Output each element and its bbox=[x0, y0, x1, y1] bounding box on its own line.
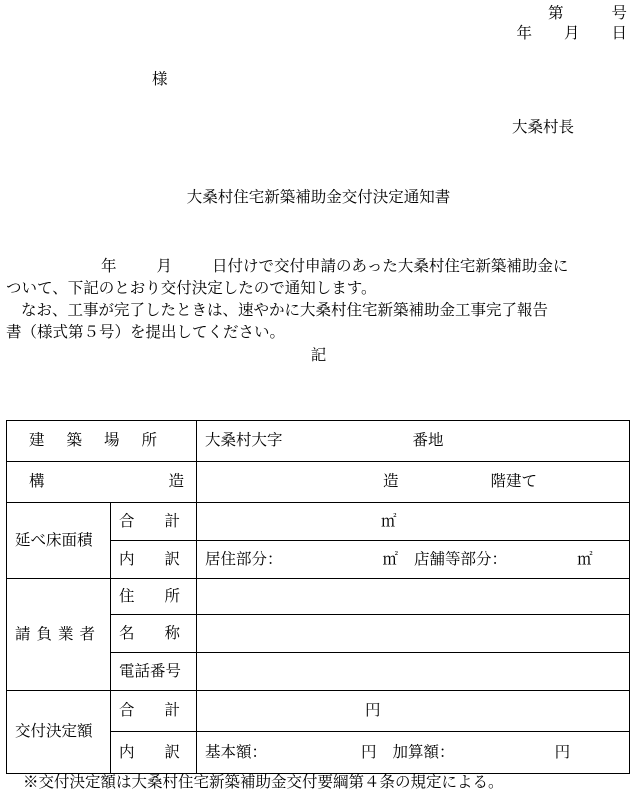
structure-label: 構造 bbox=[29, 472, 309, 491]
floor-breakdown-label-cell bbox=[111, 541, 211, 579]
contractor-name-value[interactable] bbox=[197, 615, 630, 653]
number-prefix: 第 bbox=[547, 4, 564, 22]
site-lot: 番地 bbox=[412, 431, 444, 450]
document-number bbox=[548, 6, 627, 22]
contractor-phone-value[interactable] bbox=[197, 653, 630, 691]
store-label: 店舗等部分： bbox=[414, 549, 508, 568]
store-unit: ㎡ bbox=[577, 549, 593, 568]
footnote: ※交付決定額は大桑村住宅新築補助金交付要綱第４条の規定による。 bbox=[23, 773, 504, 791]
row-contractor-address bbox=[7, 579, 630, 615]
floor-breakdown-label: 内訳 bbox=[119, 549, 211, 568]
ki-heading: 記 bbox=[310, 346, 327, 364]
contractor-name-label: 名称 bbox=[119, 623, 211, 642]
p1-line2: ついて、下記のとおり交付決定したので通知します。 bbox=[6, 279, 377, 297]
date-year: 年 bbox=[516, 24, 532, 42]
addressee-suffix: 様 bbox=[152, 70, 168, 88]
paragraph-notice bbox=[6, 255, 636, 299]
grant-details-table bbox=[6, 420, 630, 774]
floor-area-label-cell bbox=[7, 503, 111, 579]
additional-yen: 円 bbox=[554, 742, 571, 761]
row-site bbox=[7, 421, 630, 462]
structure-label-cell bbox=[7, 462, 309, 503]
contractor-label-cell bbox=[7, 579, 111, 691]
document-title: 大桑村住宅新築補助金交付決定通知書 bbox=[186, 188, 451, 206]
row-grant-total bbox=[7, 691, 630, 732]
grant-breakdown-value-cell bbox=[197, 732, 630, 774]
number-suffix: 号 bbox=[611, 4, 627, 22]
p1-month: 月 bbox=[156, 257, 173, 275]
grant-label-cell bbox=[7, 691, 111, 774]
grant-total-value-cell bbox=[197, 691, 630, 732]
p2-line1: なお、工事が完了したときは、速やかに大桑村住宅新築補助金工事完了報告 bbox=[21, 301, 549, 319]
date-day: 日 bbox=[611, 24, 627, 42]
grant-breakdown-label-cell bbox=[111, 732, 211, 774]
residence-unit: ㎡ bbox=[382, 549, 399, 568]
floor-total-label-cell bbox=[111, 503, 211, 541]
site-value-cell bbox=[197, 421, 630, 462]
structure-value-cell bbox=[197, 462, 630, 503]
sender: 大桑村長 bbox=[512, 118, 575, 136]
grant-label: 交付決定額 bbox=[15, 722, 93, 741]
base-yen: 円 bbox=[361, 742, 377, 761]
site-village: 大桑村大字 bbox=[205, 431, 283, 450]
row-structure bbox=[7, 462, 630, 503]
document-date bbox=[516, 26, 627, 42]
floor-area-label: 延べ床面積 bbox=[15, 530, 93, 549]
structure-floors: 階建て bbox=[490, 472, 538, 491]
contractor-label: 請負業者 bbox=[15, 624, 102, 643]
structure-unit: 造 bbox=[383, 472, 399, 491]
date-month: 月 bbox=[563, 24, 580, 42]
floor-total-label: 合計 bbox=[119, 511, 211, 530]
row-floor-total bbox=[7, 503, 630, 541]
contractor-phone-label-cell bbox=[111, 653, 197, 691]
additional-label: 加算額： bbox=[392, 742, 455, 761]
contractor-phone-label: 電話番号 bbox=[119, 661, 182, 680]
grant-total-label-cell bbox=[111, 691, 211, 732]
contractor-address-label-cell bbox=[111, 579, 211, 615]
p1-year: 年 bbox=[101, 257, 117, 275]
floor-total-value-cell bbox=[197, 503, 630, 541]
grant-total-yen: 円 bbox=[365, 701, 381, 720]
contractor-name-label-cell bbox=[111, 615, 211, 653]
floor-total-unit: ㎡ bbox=[381, 511, 397, 530]
p2-line2: 書（様式第５号）を提出してください。 bbox=[6, 323, 286, 341]
paragraph-completion bbox=[6, 299, 636, 343]
floor-breakdown-value-cell bbox=[197, 541, 630, 579]
residence-label: 居住部分： bbox=[205, 549, 283, 568]
grant-breakdown-label: 内訳 bbox=[119, 742, 211, 761]
contractor-address-label: 住所 bbox=[119, 586, 211, 605]
contractor-address-value[interactable] bbox=[197, 579, 630, 615]
grant-total-label: 合計 bbox=[119, 701, 211, 720]
base-label: 基本額： bbox=[205, 742, 268, 761]
p1-line1: 日付けで交付申請のあった大桑村住宅新築補助金に bbox=[212, 257, 569, 275]
site-label: 建築場所 bbox=[29, 431, 180, 450]
site-label-cell bbox=[7, 421, 197, 462]
